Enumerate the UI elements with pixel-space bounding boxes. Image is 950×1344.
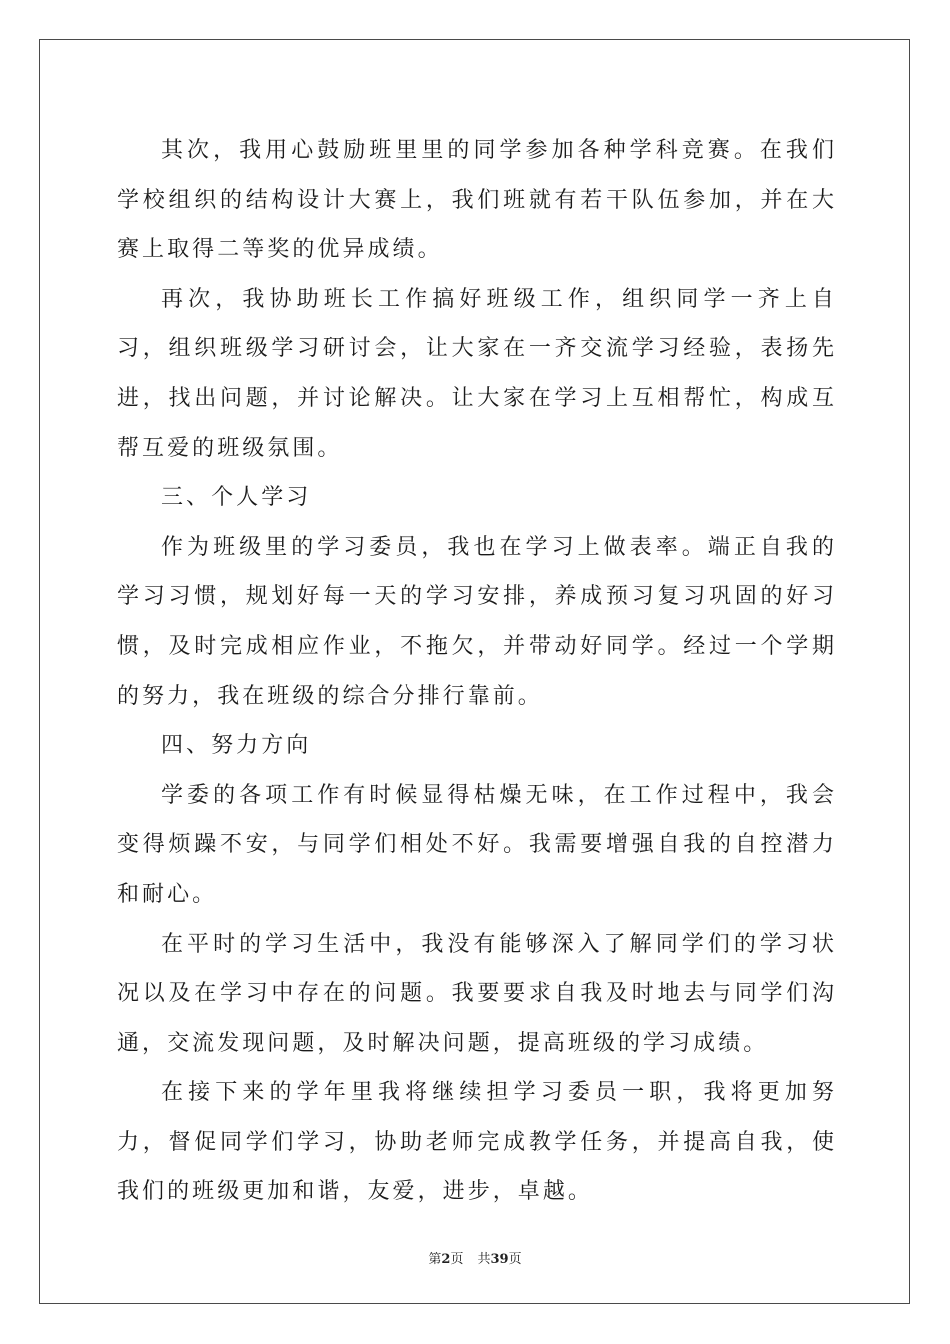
paragraph-competitions: 其次，我用心鼓励班里里的同学参加各种学科竞赛。在我们学校组织的结构设计大赛上，我们班就有若干队伍参加，并在大赛上取得二等奖的优异成绩。 bbox=[117, 138, 837, 263]
page-suffix: 页 bbox=[450, 1252, 464, 1267]
total-pages: 39 bbox=[490, 1252, 509, 1267]
total-prefix: 共 bbox=[477, 1252, 491, 1267]
document-body bbox=[117, 126, 837, 1217]
paragraph-class-work: 再次，我协助班长工作搞好班级工作，组织同学一齐上自习，组织班级学习研讨会，让大家在一齐交流学习经验，表扬先进，找出问题，并讨论解决。让大家在学习上互相帮忙，构成互帮互爱的班级氛围。 bbox=[117, 286, 837, 461]
page-prefix: 第 bbox=[428, 1252, 442, 1267]
paragraph-next-year: 在接下来的学年里我将继续担学习委员一职，我将更加努力，督促同学们学习，协助老师完成教学任务，并提高自我，使我们的班级更加和谐，友爱，进步，卓越。 bbox=[117, 1080, 837, 1205]
total-suffix: 页 bbox=[508, 1252, 522, 1267]
paragraph-personal-study: 作为班级里的学习委员，我也在学习上做表率。端正自我的学习习惯，规划好每一天的学习安排，养成预习复习巩固的好习惯，及时完成相应作业，不拖欠，并带动好同学。经过一个学期的努力，我在班级的综合分排行靠前。 bbox=[117, 534, 837, 709]
section-heading-direction: 四、努力方向 bbox=[161, 733, 312, 759]
page-number: 2 bbox=[441, 1252, 451, 1267]
section-heading-personal-study: 三、个人学习 bbox=[161, 485, 312, 511]
page-footer bbox=[0, 1248, 950, 1267]
paragraph-shortcomings: 学委的各项工作有时候显得枯燥无味，在工作过程中，我会变得烦躁不安，与同学们相处不好。我需要增强自我的自控潜力和耐心。 bbox=[117, 782, 837, 907]
paragraph-communication: 在平时的学习生活中，我没有能够深入了解同学们的学习状况以及在学习中存在的问题。我要要求自我及时地去与同学们沟通，交流发现问题，及时解决问题，提高班级的学习成绩。 bbox=[117, 931, 837, 1056]
